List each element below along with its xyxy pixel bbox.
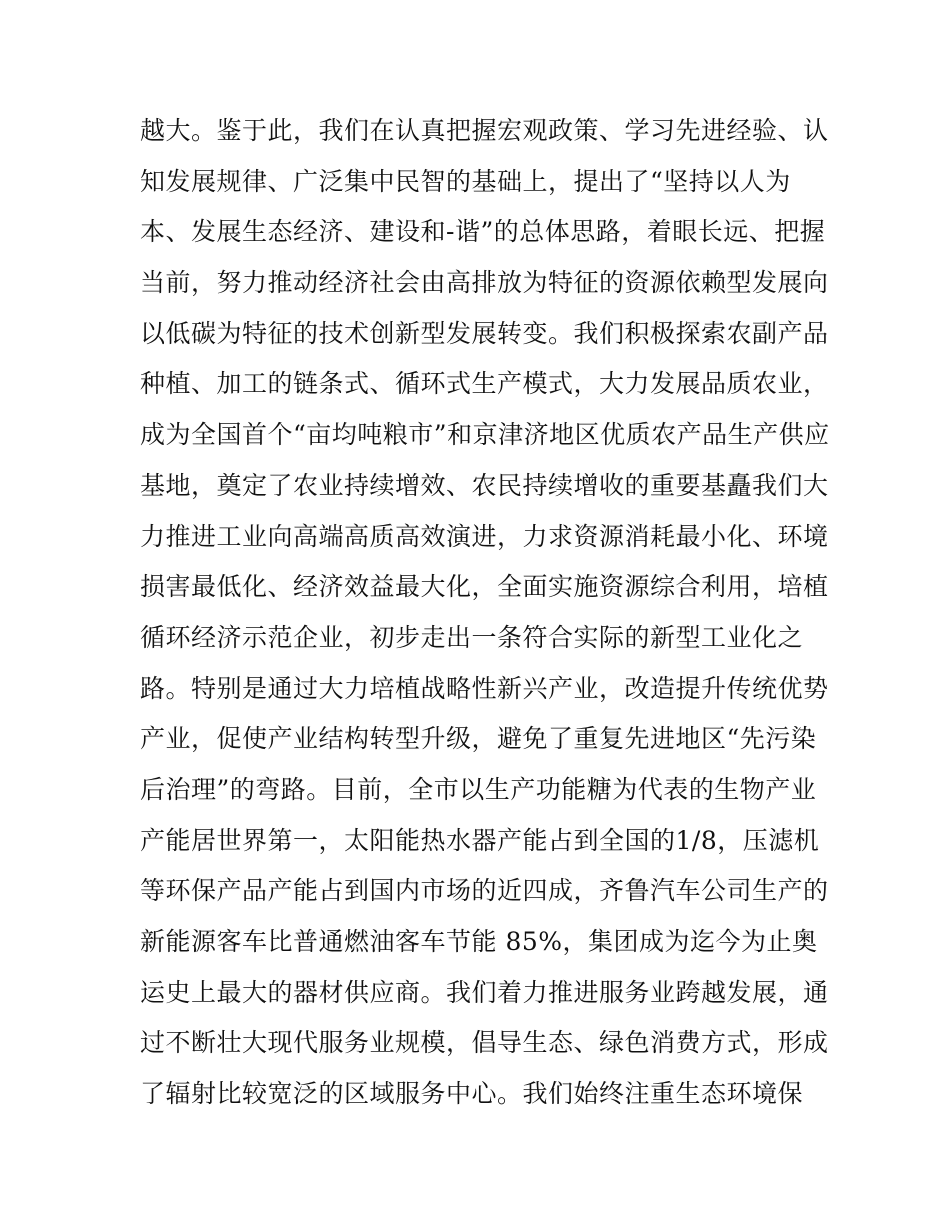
body-text <box>140 106 830 1120</box>
text-line-3: 本、发展生态经济、建设和-谐”的总体思路，着眼长远、把握 <box>140 217 826 247</box>
text-line-9: 力推进工业向高端高质高效演进，力求资源消耗最小化、环境 <box>140 521 829 551</box>
text-line-18: 运史上最大的器材供应商。我们着力推进服务业跨越发展，通 <box>140 977 829 1007</box>
text-line-17: 新能源客车比普通燃油客车节能 85%，集团成为迄今为止奥 <box>140 927 818 956</box>
text-line-7: 成为全国首个“亩均吨粮市”和京津济地区优质农产品生产供应 <box>140 420 830 450</box>
text-line-15: 产能居世界第一，太阳能热水器产能占到全国的1/8，压滤机 <box>140 825 820 855</box>
text-line-2: 知发展规律、广泛集中民智的基础上，提出了“坚持以人为 <box>140 166 791 196</box>
text-line-8: 基地，奠定了农业持续增效、农民持续增收的重要基矗我们大 <box>140 470 829 500</box>
text-line-20: 了辐射比较宽泛的区域服务中心。我们始终注重生态环境保 <box>140 1079 804 1109</box>
text-line-5: 以低碳为特征的技术创新型发展转变。我们积极探索农副产品 <box>140 318 829 348</box>
text-line-4: 当前，努力推动经济社会由高排放为特征的资源依赖型发展向 <box>140 268 829 298</box>
text-line-16: 等环保产品产能占到国内市场的近四成，齐鲁汽车公司生产的 <box>140 876 829 906</box>
text-line-14: 后治理”的弯路。目前，全市以生产功能糖为代表的生物产业 <box>140 774 817 804</box>
text-line-19: 过不断壮大现代服务业规模，倡导生态、绿色消费方式，形成 <box>140 1028 829 1058</box>
text-line-10: 损害最低化、经济效益最大化，全面实施资源综合利用，培植 <box>140 572 829 602</box>
text-line-1: 越大。鉴于此，我们在认真把握宏观政策、学习先进经验、认 <box>140 116 829 145</box>
text-line-13: 产业，促使产业结构转型升级，避免了重复先进地区“先污染 <box>140 724 817 754</box>
text-line-6: 种植、加工的链条式、循环式生产模式，大力发展品质农业， <box>140 369 829 399</box>
text-line-12: 路。特别是通过大力培植战略性新兴产业，改造提升传统优势 <box>140 673 829 703</box>
text-line-11: 循环经济示范企业，初步走出一条符合实际的新型工业化之 <box>140 622 804 652</box>
